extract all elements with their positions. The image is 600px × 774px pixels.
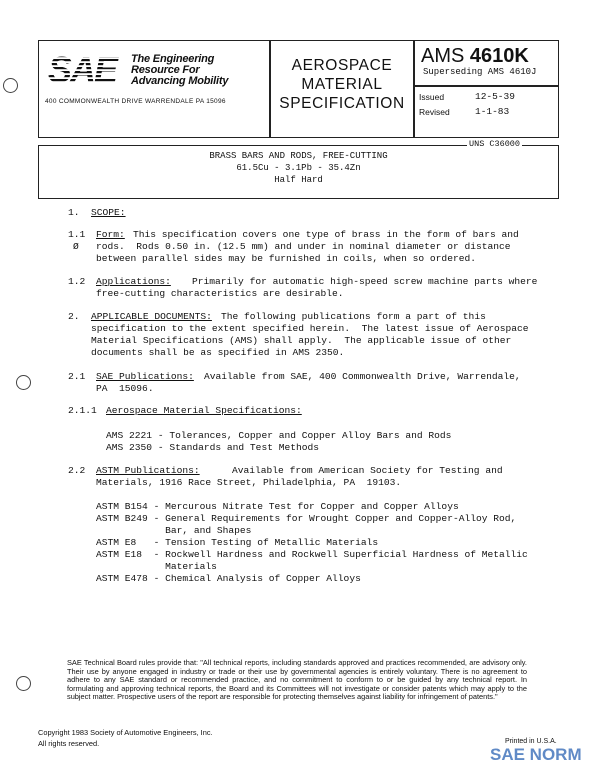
section-2-title: APPLICABLE DOCUMENTS:: [91, 311, 212, 322]
sae-logo-letters: SAE: [48, 51, 117, 87]
punch-hole-middle: [16, 375, 31, 390]
revised-date: 1-1-83: [475, 106, 510, 117]
section-1-2-title: Applications:: [96, 276, 171, 287]
spec-title-line-3: SPECIFICATION: [279, 95, 405, 112]
section-1-2-line-1: Primarily for automatic high-speed screw machine parts where: [192, 276, 538, 287]
title-box: [38, 145, 559, 199]
astm-reference: ASTM E18 - Rockwell Hardness and Rockwell Superficial Hardness of Metallic: [96, 549, 528, 560]
sae-logo: [47, 51, 125, 87]
copyright: Copyright 1983 Society of Automotive Engineers, Inc.: [38, 728, 213, 737]
section-1-1-line-1: This specification covers one type of brass in the form of bars and: [133, 229, 519, 240]
section-2-2-number: 2.2: [68, 465, 86, 476]
technical-board-notice: SAE Technical Board rules provide that: "All technical reports, including standards approved and practices recommended, are advisory only. Their use by anyone engaged in industry or trade or their use by governmental agencies is entirely voluntary. There is no agreement to adhere to any SAE standard or recommended practice, and no commitment to conform to or be guided by any technical report. In formulating and approving technical reports, the Board and its Committees will not investigate or consider patents which may apply to the subject matter. Prospective users of the report are responsible for protecting themselves against liability for infringement of patents.": [67, 658, 527, 702]
astm-reference: Bar, and Shapes: [96, 525, 252, 536]
astm-reference: Materials: [96, 561, 217, 572]
section-2-2-line-1: Available from American Society for Testing and: [232, 465, 503, 476]
section-2-line-3: Material Specifications (AMS) shall apply. The applicable issue of other: [91, 335, 512, 346]
section-1-1-number: 1.1: [68, 229, 86, 240]
spec-title-line-2: MATERIAL: [301, 76, 383, 93]
revised-label: Revised: [419, 107, 450, 117]
logo-tagline-1: The Engineering: [131, 53, 215, 65]
punch-hole-bottom: [16, 676, 31, 691]
ams-number: [421, 45, 529, 68]
section-2-2-line-2: Materials, 1916 Race Street, Philadelphia, PA 19103.: [96, 477, 402, 488]
change-mark: Ø: [73, 241, 79, 252]
section-2-number: 2.: [68, 311, 80, 322]
title-line-2: 61.5Cu - 3.1Pb - 35.4Zn: [236, 163, 361, 173]
section-2-1-1-title: Aerospace Material Specifications:: [106, 405, 302, 416]
issued-date: 12-5-39: [475, 91, 515, 102]
spec-title-line-1: AEROSPACE: [291, 57, 393, 74]
header-divider: [413, 41, 415, 137]
astm-reference: ASTM B249 - General Requirements for Wrought Copper and Copper-Alloy Rod,: [96, 513, 517, 524]
title-line-1: BRASS BARS AND RODS, FREE-CUTTING: [209, 151, 388, 161]
section-1-1-line-2: rods. Rods 0.50 in. (12.5 mm) and under in nominal diameter or distance: [96, 241, 511, 252]
section-2-1-line-2: PA 15096.: [96, 383, 154, 394]
section-1-1-title: Form:: [96, 229, 125, 240]
title-line-3: Half Hard: [274, 175, 323, 185]
logo-tagline-2: Resource For: [131, 64, 200, 76]
ams-reference: AMS 2221 - Tolerances, Copper and Copper Alloy Bars and Rods: [106, 430, 452, 441]
astm-reference: ASTM E478 - Chemical Analysis of Copper Alloys: [96, 573, 361, 584]
section-1-2-line-2: free-cutting characteristics are desirable.: [96, 288, 344, 299]
ams-reference: AMS 2350 - Standards and Test Methods: [106, 442, 320, 453]
section-1-title: SCOPE:: [91, 207, 126, 218]
section-2-line-2: specification to the extent specified herein. The latest issue of Aerospace: [91, 323, 529, 334]
section-1-number: 1.: [68, 207, 80, 218]
sae-norm-watermark: [488, 738, 598, 768]
printed-in: Printed in U.S.A.: [505, 738, 557, 745]
logo-tagline-3: Advancing Mobility: [131, 75, 229, 87]
uns-number: UNS C36000: [469, 139, 521, 149]
ams-code: 4610K: [469, 45, 529, 67]
section-1-1-line-3: between parallel sides may be furnished in coils, when so ordered.: [96, 253, 476, 264]
astm-reference: ASTM B154 - Mercurous Nitrate Test for Copper and Copper Alloys: [96, 501, 459, 512]
section-2-1-line-1: Available from SAE, 400 Commonwealth Drive, Warrendale,: [204, 371, 521, 382]
section-2-line-1: The following publications form a part of this: [221, 311, 486, 322]
section-2-1-title: SAE Publications:: [96, 371, 194, 382]
superseding: Superseding AMS 4610J: [423, 67, 537, 77]
astm-reference: ASTM E8 - Tension Testing of Metallic Materials: [96, 537, 379, 548]
issued-label: Issued: [419, 92, 445, 102]
punch-hole-top: [3, 78, 18, 93]
section-2-line-4: documents shall be as specified in AMS 2350.: [91, 347, 345, 358]
address: 400 COMMONWEALTH DRIVE WARRENDALE PA 15096: [45, 98, 226, 105]
section-2-1-number: 2.1: [68, 371, 86, 382]
section-2-2-title: ASTM Publications:: [96, 465, 200, 476]
watermark-text: SAE NORM: [490, 745, 582, 764]
section-1-2-number: 1.2: [68, 276, 86, 287]
header-box: [38, 40, 559, 138]
ams-prefix: AMS: [421, 45, 465, 67]
rights-reserved: All rights reserved.: [38, 739, 100, 748]
header-divider: [415, 85, 558, 87]
section-2-1-1-number: 2.1.1: [68, 405, 97, 416]
